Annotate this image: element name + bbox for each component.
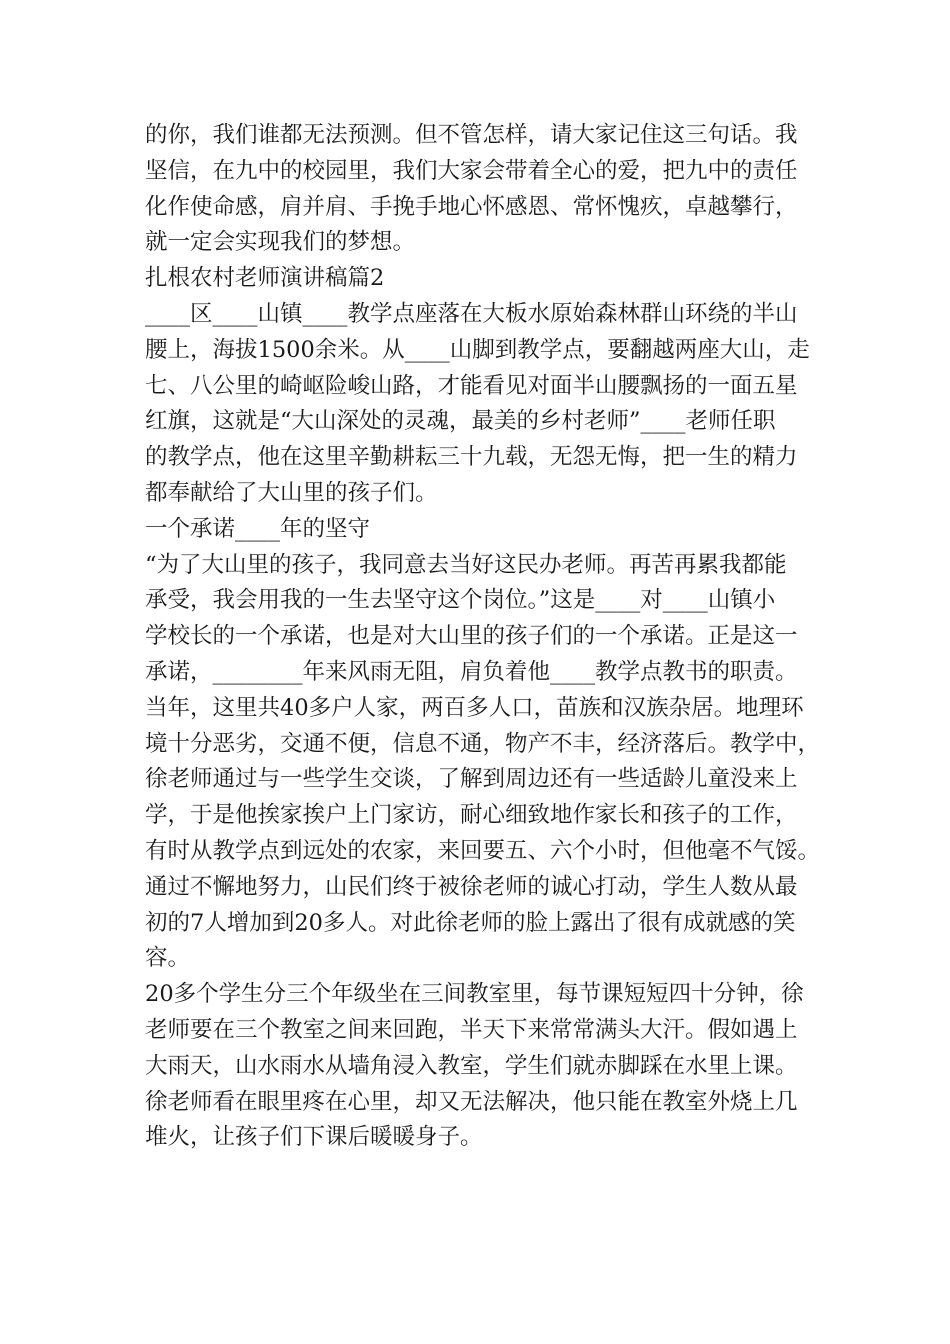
text-line: 坚信，在九中的校园里，我们大家会带着全心的爱，把九中的责任: [145, 157, 798, 184]
text-line: 境十分恶劣，交通不便，信息不通，物产不丰，经济落后。教学中，: [145, 730, 821, 757]
text-line: 老师要在三个教室之间来回跑，半天下来常常满头大汗。假如遇上: [145, 1016, 798, 1043]
text-line: 徐老师看在眼里疼在心里，却又无法解决，他只能在教室外烧上几: [145, 1088, 798, 1115]
text-line: 容。: [145, 945, 191, 972]
text-line: 红旗，这就是“大山深处的灵魂，最美的乡村老师”____老师任职: [145, 408, 776, 435]
document-body: [145, 118, 845, 1156]
text-line: ____区____山镇____教学点座落在大板水原始森林群山环绕的半山: [145, 300, 798, 327]
text-line: 的你，我们谁都无法预测。但不管怎样，请大家记住这三句话。我: [145, 122, 798, 148]
text-line: 的教学点，他在这里辛勤耕耘三十九载，无怨无悔，把一生的精力: [145, 444, 798, 471]
text-line: 初的7人增加到20多人。对此徐老师的脸上露出了很有成就感的笑: [145, 909, 796, 936]
text-line: 都奉献给了大山里的孩子们。: [145, 479, 438, 506]
text-line: 当年，这里共40多户人家，两百多人口，苗族和汉族杂居。地理环: [145, 694, 804, 721]
text-line: 20多个学生分三个年级坐在三间教室里，每节课短短四十分钟，徐: [145, 981, 804, 1008]
text-line: 七、八公里的崎岖险峻山路，才能看见对面半山腰飘扬的一面五星: [145, 372, 798, 399]
text-line: 就一定会实现我们的梦想。: [145, 229, 416, 256]
text-line: 学校长的一个承诺，也是对大山里的孩子们的一个承诺。正是这一: [145, 623, 798, 650]
text-line: 徐老师通过与一些学生交谈，了解到周边还有一些适龄儿童没来上: [145, 766, 798, 793]
text-line: 通过不懈地努力，山民们终于被徐老师的诚心打动，学生人数从最: [145, 873, 798, 900]
section-heading: 扎根农村老师演讲稿篇2: [145, 265, 385, 292]
text-line: 大雨天，山水雨水从墙角浸入教室，学生们就赤脚踩在水里上课。: [145, 1052, 798, 1079]
subheading: 一个承诺____年的坚守: [145, 515, 371, 542]
text-line: 腰上，海拔1500余米。从____山脚到教学点，要翻越两座大山，走: [145, 336, 810, 363]
text-line: 有时从教学点到远处的农家，来回要五、六个小时，但他毫不气馁。: [145, 837, 821, 864]
text-line: 承诺，________年来风雨无阻，肩负着他____教学点教书的职责。: [145, 658, 798, 685]
text-line: 承受，我会用我的一生去坚守这个岗位。”这是____对____山镇小: [145, 587, 776, 614]
text-line: 堆火，让孩子们下课后暖暖身子。: [145, 1124, 483, 1151]
text-line: 化作使命感，肩并肩、手挽手地心怀感恩、常怀愧疚，卓越攀行，: [145, 193, 798, 220]
text-line: “为了大山里的孩子，我同意去当好这民办老师。再苦再累我都能: [145, 551, 787, 578]
text-line: 学，于是他挨家挨户上门家访，耐心细致地作家长和孩子的工作，: [145, 802, 798, 829]
